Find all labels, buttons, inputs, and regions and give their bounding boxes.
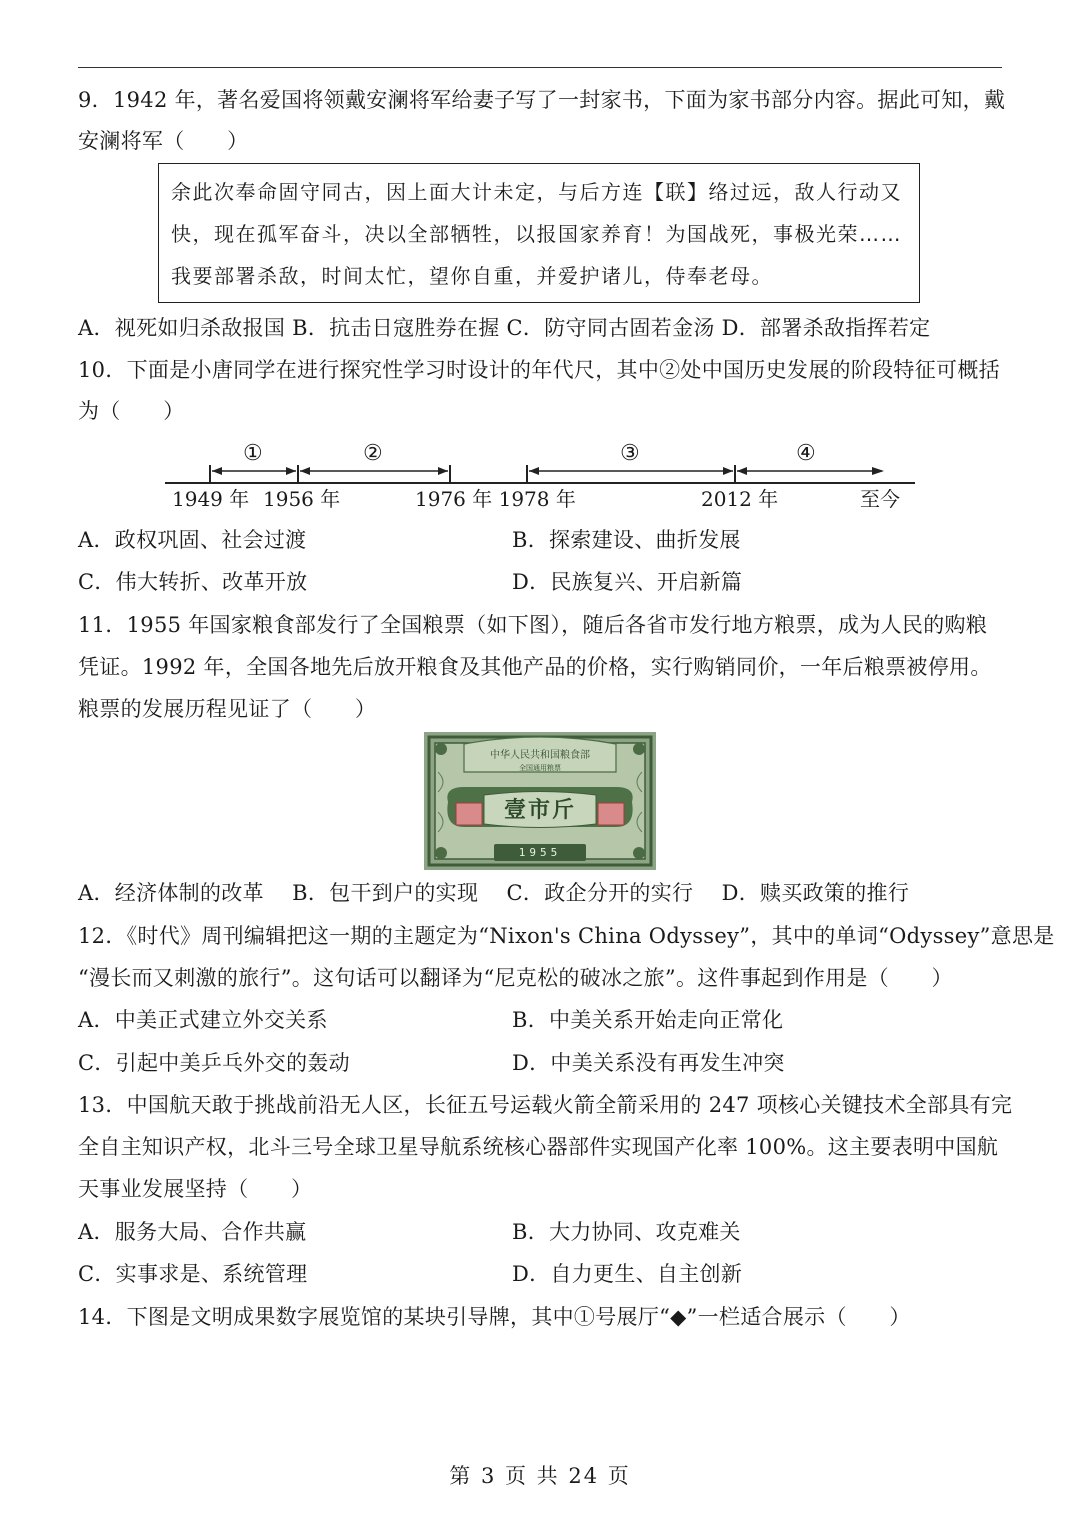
- year-1956-label: 1956 年: [263, 487, 341, 511]
- q13-option-a: A．服务大局、合作共赢: [78, 1220, 307, 1244]
- q13-option-d: D．自力更生、自主创新: [512, 1262, 743, 1286]
- year-1949-label: 1949 年: [172, 487, 250, 511]
- q11-stem-line1: 11．1955 年国家粮食部发行了全国粮票（如下图），随后各省市发行地方粮票，成为人民的购粮: [78, 613, 988, 637]
- period-2-label: ②: [363, 441, 383, 466]
- page-number-footer: 第 3 页 共 24 页: [449, 1464, 631, 1488]
- q9-stem-line2: 安澜将军（ ）: [78, 129, 249, 153]
- q9-stem-line1: 9．1942 年，著名爱国将领戴安澜将军给妻子写了一封家书，下面为家书部分内容。据此可知，戴: [78, 88, 1006, 112]
- q13-option-b: B．大力协同、攻克难关: [512, 1220, 741, 1244]
- q9-letter-line1: 余此次奉命固守同古，因上面大计未定，与后方连【联】络过远，敌人行动又: [171, 180, 902, 204]
- q10-stem-line1: 10．下面是小唐同学在进行探究性学习时设计的年代尺，其中②处中国历史发展的阶段特征可概括: [78, 358, 1000, 382]
- q10-option-d: D．民族复兴、开启新篇: [512, 570, 743, 594]
- year-1976-1978-label: 1976 年 1978 年: [415, 487, 576, 511]
- q13-option-c: C．实事求是、系统管理: [78, 1262, 308, 1286]
- q12-option-b: B．中美关系开始走向正常化: [512, 1008, 784, 1032]
- ticket-header-text: 中华人民共和国粮食部: [490, 750, 590, 761]
- q11-stem-line3: 粮票的发展历程见证了（ ）: [78, 697, 377, 721]
- q10-option-a: A．政权巩固、社会过渡: [78, 528, 307, 552]
- q9-letter-line2: 快，现在孤军奋斗，决以全部牺牲，以报国家养育！为国战死，事极光荣……: [171, 222, 902, 246]
- q13-stem-line2: 全自主知识产权，北斗三号全球卫星导航系统核心器部件实现国产化率 100%。这主要表明中国航: [78, 1135, 999, 1159]
- q9-options: A．视死如归杀敌报国 B．抗击日寇胜券在握 C．防守同古固若金汤 D．部署杀敌指挥若定: [78, 316, 931, 340]
- q12-option-d: D．中美关系没有再发生冲突: [512, 1051, 785, 1075]
- grain-ticket-image: [424, 732, 656, 870]
- q12-option-a: A．中美正式建立外交关系: [78, 1008, 328, 1032]
- q11-stem-line2: 凭证。1992 年，全国各地先后放开粮食及其他产品的价格，实行购销同价，一年后粮票被停用。: [78, 655, 992, 679]
- ticket-subheader-text: 全国通用粮票: [519, 764, 561, 772]
- q9-letter-box: [158, 163, 920, 303]
- present-label: 至今: [860, 487, 900, 511]
- q12-stem-line1: 12．《时代》周刊编辑把这一期的主题定为“Nixon's China Odyssey”，其中的单词“Odyssey”意思是: [78, 924, 1055, 948]
- q13-stem-line1: 13．中国航天敢于挑战前沿无人区，长征五号运载火箭全箭采用的 247 项核心关键技术全部具有完: [78, 1093, 1013, 1117]
- q13-stem-line3: 天事业发展坚持（ ）: [78, 1177, 313, 1201]
- q10-stem-line2: 为（ ）: [78, 399, 185, 423]
- q9-letter-line3: 我要部署杀敌，时间太忙，望你自重，并爱护诸儿，侍奉老母。: [171, 264, 773, 288]
- ticket-value-text: 壹市斤: [503, 797, 576, 823]
- period-4-label: ④: [796, 441, 816, 466]
- q12-stem-line2: “漫长而又刺激的旅行”。这句话可以翻译为“尼克松的破冰之旅”。这件事起到作用是（ ）: [78, 966, 953, 990]
- period-1-label: ①: [243, 441, 263, 466]
- q11-options: A．经济体制的改革 B．包干到户的实现 C．政企分开的实行 D．赎买政策的推行: [78, 881, 910, 905]
- period-3-label: ③: [620, 441, 640, 466]
- q10-option-b: B．探索建设、曲折发展: [512, 528, 741, 552]
- timeline-ruler: [160, 438, 920, 513]
- year-2012-label: 2012 年: [701, 487, 779, 511]
- ticket-year-text: 1955: [518, 846, 562, 859]
- q14-stem-line1: 14．下图是文明成果数字展览馆的某块引导牌，其中①号展厅“◆”一栏适合展示（ ）: [78, 1305, 911, 1329]
- q10-option-c: C．伟大转折、改革开放: [78, 570, 308, 594]
- q12-option-c: C．引起中美乒乓外交的轰动: [78, 1051, 350, 1075]
- header-rule: [78, 67, 1002, 68]
